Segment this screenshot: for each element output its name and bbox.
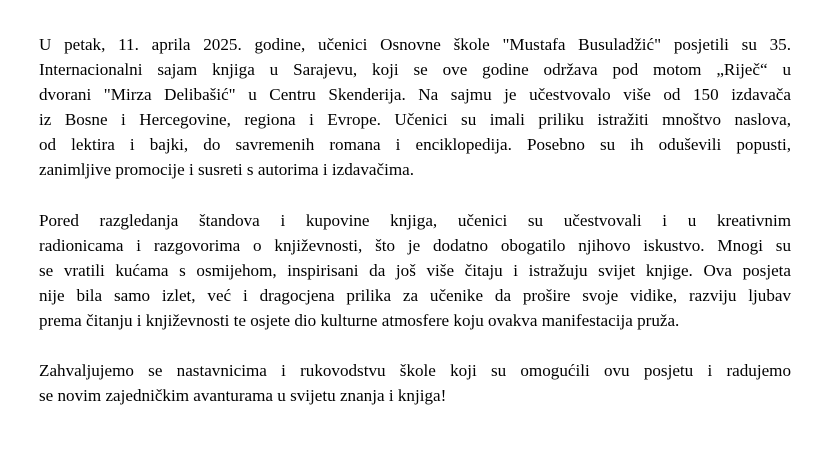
paragraph-line: U petak, 11. aprila 2025. godine, učenici Osnovne škole "Mustafa Busuladžić" posjetili su 35.	[39, 35, 791, 54]
paragraph-line: zanimljive promocije i susreti s autorima i izdavačima.	[39, 160, 414, 180]
paragraph-line: prema čitanju i književnosti te osjete dio kulturne atmosfere koju ovakva manifestacija pruža.	[39, 310, 680, 330]
paragraph-3	[39, 358, 791, 408]
paragraph-line: dvorani "Mirza Delibašić" u Centru Skenderija. Na sajmu je učestvovalo više od 150 izdavača	[39, 85, 791, 105]
paragraph-line: Zahvaljujemo se nastavnicima i rukovodstvu škole koji su omogućili ovu posjetu i radujemo	[39, 361, 791, 381]
paragraph-line: se vratili kućama s osmijehom, inspirisani da još više čitaju i istražuju svijet knjige. Ova posjeta	[39, 260, 791, 280]
paragraph-line: iz Bosne i Hercegovine, regiona i Evrope. Učenici su imali priliku istražiti mnoštvo naslova,	[39, 110, 791, 130]
paragraph-line: radionicama i razgovorima o književnosti, što je dodatno obogatilo njihovo iskustvo. Mnogi su	[39, 235, 791, 255]
paragraph-line: Pored razgledanja štandova i kupovine knjiga, učenici su učestvovali i u kreativnim	[39, 210, 791, 230]
paragraph-2	[39, 208, 791, 333]
paragraph-line: nije bila samo izlet, već i dragocjena prilika za učenike da prošire svoje vidike, razviju ljubav	[39, 285, 791, 305]
paragraph-line: od lektira i bajki, do savremenih romana i enciklopedija. Posebno su ih oduševili popusti,	[39, 135, 791, 155]
paragraph-1	[39, 32, 791, 183]
paragraph-line: se novim zajedničkim avanturama u svijetu znanja i knjiga!	[39, 386, 447, 406]
paragraph-line: Internacionalni sajam knjiga u Sarajevu, koji se ove godine održava pod motom „Riječ“ u	[39, 60, 791, 80]
document-body	[39, 32, 791, 433]
